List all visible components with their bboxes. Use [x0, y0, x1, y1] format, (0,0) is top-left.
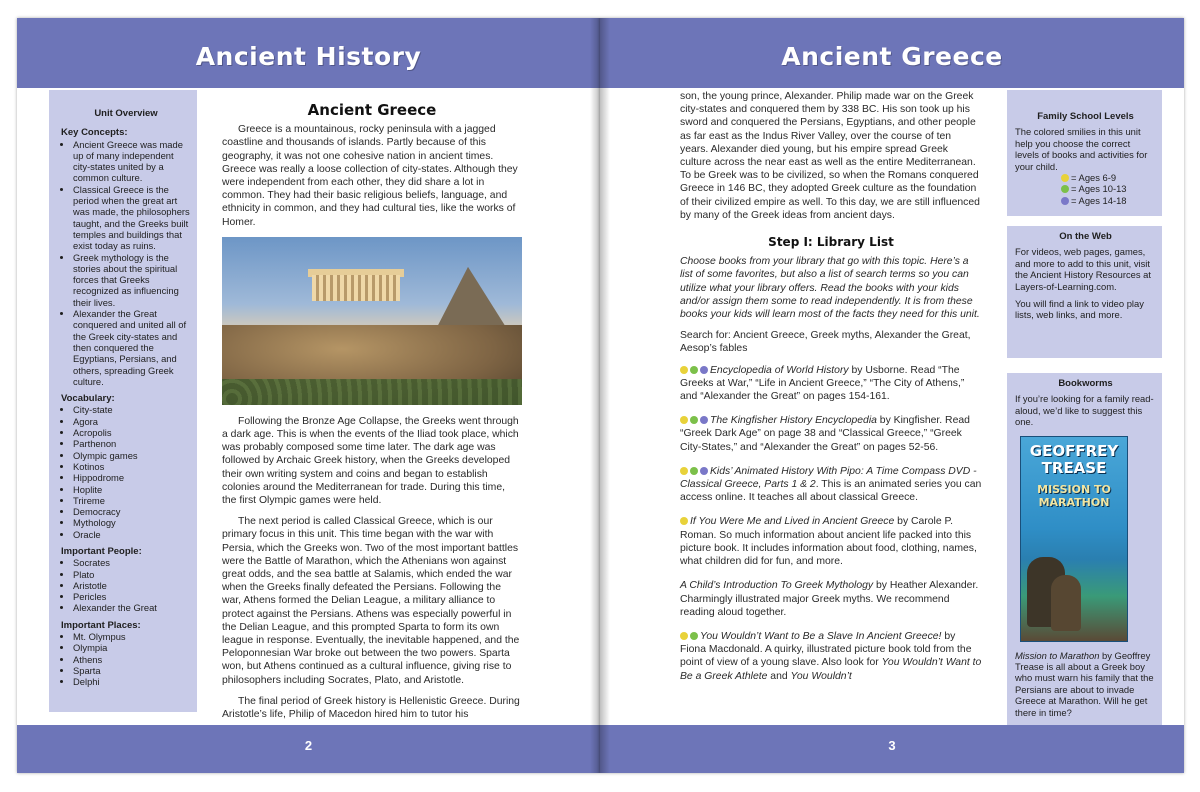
list-item: • Hoplite	[73, 484, 191, 495]
on-the-web-box	[1007, 226, 1162, 358]
article-title: Ancient Greece	[307, 101, 437, 119]
important-people-heading: Important People:	[61, 545, 142, 557]
search-terms: Search for: Ancient Greece, Greek myths, Alexander the Great, Aesop’s fables	[680, 330, 971, 355]
cover-figure-shape	[1051, 575, 1081, 631]
book-description: by Heather Alexander. Charmingly illustrated major Greek myths. We recommend reading aloud together.	[680, 580, 979, 618]
list-item: • Alexander the Great	[73, 602, 191, 613]
gutter-shadow	[590, 18, 600, 773]
web-box-text: You will find a link to video play lists, web links, and more.	[1015, 298, 1144, 321]
list-item: • Delphi	[73, 676, 191, 687]
list-item: • Classical Greece is the period when the great art was made, the philosophers taught, and the Greeks built temples and buildings that exist today as ruins.	[73, 184, 191, 252]
level-label: = Ages 14-18	[1071, 194, 1127, 206]
list-item: • Olympic games	[73, 450, 191, 461]
list-item: • Mt. Olympus	[73, 631, 191, 642]
list-item: • Mythology	[73, 517, 191, 528]
list-item: • Kotinos	[73, 461, 191, 472]
book-title: You Wouldn’t	[790, 670, 852, 682]
web-box-text: For videos, web pages, games, and more to add to this unit, visit the Ancient History Resources at Layers-of-Learning.com.	[1015, 246, 1152, 292]
family-box-text: The colored smilies in this unit help you choose the correct levels of books and activities for your child.	[1015, 126, 1148, 172]
right-header-title: Ancient Greece	[781, 41, 1003, 71]
right-footer-band	[600, 725, 1184, 773]
vocabulary-heading: Vocabulary:	[61, 393, 115, 405]
list-item: • Trireme	[73, 495, 191, 506]
green-dot-icon	[1061, 185, 1069, 193]
list-item: • Olympia	[73, 642, 191, 653]
list-item: • City-state	[73, 404, 191, 415]
right-page	[600, 18, 1184, 773]
step-title: Step I: Library List	[768, 235, 894, 250]
vocabulary-list	[61, 404, 191, 540]
book-entry	[680, 515, 982, 568]
article-paragraph: The final period of Greek history is Hellenistic Greece. During Aristotle’s life, Philip of Macedon hired him to tutor his	[222, 695, 520, 721]
unit-overview-sidebar	[49, 90, 197, 712]
list-item: • Greek mythology is the stories about the spiritual forces that Greeks recognized as influencing their lives.	[73, 252, 191, 308]
blue-dot-icon	[700, 416, 708, 424]
page-number: 2	[304, 737, 313, 753]
list-item: • Oracle	[73, 529, 191, 540]
article-paragraph: The next period is called Classical Greece, which is our primary focus in this unit. This time began with the war with Persia, which the Greeks won. Two of the most important battles were the Battle of Marathon, which the Athenians won against great odds, and the sea battle at Salamis, which ended the war when the Greeks finally defeated the Persians. Following the war, Athens formed the Delian League, a military alliance to protect against the Persians. Athens was especially powerful in the Delian League, and this prompted Sparta to form its own league in response. Eventually, the inevitable happened, and the Peloponnesian War broke out between the two powers. Sparta won, but Athens continued as a cultural influence, giving rise to philosophers including Socrates, Plato, and Aristotle.	[222, 516, 520, 686]
list-item: • Agora	[73, 416, 191, 427]
left-footer-band	[17, 725, 600, 773]
list-item: • Socrates	[73, 557, 191, 568]
yellow-dot-icon	[680, 517, 688, 525]
bookworms-description	[1015, 650, 1156, 718]
book-title: You Wouldn’t Want to Be a Greek Athlete	[680, 657, 982, 682]
bookworms-title: Bookworms	[1058, 378, 1113, 389]
important-people-list	[61, 557, 191, 613]
book-title: Encyclopedia of World History	[710, 364, 849, 376]
book-title: If You Were Me and Lived in Ancient Greece	[690, 516, 895, 528]
book-entry	[680, 414, 982, 454]
green-dot-icon	[690, 366, 698, 374]
list-item: • Alexander the Great conquered and united all of the Greek city-states and then conquered the Egyptians, Persians, and others, spreading Greek culture.	[73, 308, 191, 387]
book-title: A Child’s Introduction To Greek Mythology	[680, 580, 874, 592]
page-number: 3	[888, 737, 896, 753]
article-paragraph: Greece is a mountainous, rocky peninsula with a jagged coastline and thousands of islands. Partly because of this geography, it was not one cohesive nation in ancient times. Greece was really a loose collection of city-states. Although they were independent from each other, they did share a lot in common. They had their basic religious beliefs, language, and ethnicity in common, and they had cultural ties, like the works of Homer.	[222, 124, 518, 228]
bookworms-intro: If you’re looking for a family read-aloud, we’d like to suggest this one.	[1015, 393, 1154, 428]
list-item: • Sparta	[73, 665, 191, 676]
right-main-column	[680, 90, 982, 694]
bookworms-box	[1007, 373, 1162, 731]
cover-title: MISSION TO MARATHON	[1037, 482, 1111, 509]
blue-dot-icon	[700, 467, 708, 475]
book-description: and	[767, 670, 791, 682]
book-description: by Fiona Macdonald. A quirky, illustrated picture book told from the point of view of a young slave. Also look for	[680, 630, 972, 669]
blue-dot-icon	[700, 366, 708, 374]
acropolis-photo	[222, 237, 522, 405]
yellow-dot-icon	[680, 467, 688, 475]
book-title: The Kingfisher History Encyclopedia	[710, 415, 877, 427]
list-item: • Plato	[73, 569, 191, 580]
book-title: You Wouldn’t Want to Be a Slave In Ancient Greece!	[700, 630, 942, 642]
list-item: • Pericles	[73, 591, 191, 602]
book-entry	[680, 465, 982, 505]
list-item: • Acropolis	[73, 427, 191, 438]
list-item: • Democracy	[73, 506, 191, 517]
gutter-shadow	[600, 18, 610, 773]
trees-shape	[222, 379, 522, 405]
continued-paragraph: son, the young prince, Alexander. Philip made war on the Greek city-states and conquered them by 338 BC. His son took up his sword and conquered the Persians, Egyptians, and other people as far east as the Indus River Valley, over the course of ten years. Alexander died young, but his empire spread Greek culture across the near east as well as the entire Mediterranean. To be Greek was to be civilized, so when the Romans conquered Greece in 146 BC, they adopted Greek culture as the foundation of their civilized empire as well. To this day, we are still influenced by many of the Greek ideas from ancient days.	[680, 91, 980, 221]
level-row	[1015, 183, 1156, 194]
level-row	[1015, 172, 1156, 183]
book-description: by Geoffrey Trease is all about a Greek boy who must warn his family that the Persians are about to invade Greece at Marathon. Will he get there in time?	[1015, 649, 1154, 718]
book-description: by Usborne. Read “The Greeks at War,” “Life in Ancient Greece,” “The City of Athens,” and “Alexander the Great” on pages 154-161.	[680, 364, 965, 403]
key-concepts-heading: Key Concepts:	[61, 127, 128, 139]
web-box-title: On the Web	[1059, 231, 1112, 242]
family-school-levels-box	[1007, 90, 1162, 216]
book-description: by Kingfisher. Read “Greek Dark Age” on page 38 and “Classical Greece,” “Greek City-States,” and “Alexander the Great” on pages 52-56.	[680, 415, 970, 453]
book-entry	[680, 579, 982, 619]
right-header-band	[600, 18, 1184, 88]
green-dot-icon	[690, 416, 698, 424]
yellow-dot-icon	[1061, 174, 1069, 182]
blue-dot-icon	[1061, 197, 1069, 205]
level-row	[1015, 195, 1156, 206]
left-header-title: Ancient History	[195, 41, 422, 71]
yellow-dot-icon	[680, 632, 688, 640]
key-concepts-list	[61, 139, 191, 388]
book-title: Kids’ Animated History With Pipo: A Time Compass DVD - Classical Greece, Parts 1 & 2	[680, 465, 977, 491]
article-paragraph: Following the Bronze Age Collapse, the Greeks went through a dark age. This is when the events of the Iliad took place, which was probably composed some time later. The dark age was followed by Archaic Greek history, when the Greeks developed their own writing system and coins and began to establish colonies around the Mediterranean for trade. During this time, the first Olympic games were held.	[222, 415, 519, 507]
list-item: • Parthenon	[73, 438, 191, 449]
list-item: • Ancient Greece was made up of many independent city-states united by a common culture.	[73, 139, 191, 184]
family-box-title: Family School Levels	[1037, 111, 1134, 122]
book-description: . This is an animated series you can access online. It teaches all about classical Greece.	[680, 479, 982, 504]
list-item: • Athens	[73, 654, 191, 665]
left-page	[17, 18, 600, 773]
green-dot-icon	[690, 632, 698, 640]
article-column	[222, 101, 522, 729]
important-places-list	[61, 631, 191, 687]
book-cover-image	[1020, 436, 1128, 642]
sidebar-title: Unit Overview	[94, 108, 158, 119]
parthenon-shape	[312, 275, 400, 301]
green-dot-icon	[690, 467, 698, 475]
cover-author: GEOFFREY TREASE	[1029, 441, 1119, 477]
yellow-dot-icon	[680, 416, 688, 424]
list-item: • Aristotle	[73, 580, 191, 591]
book-entry	[680, 630, 982, 683]
level-label: = Ages 10-13	[1071, 183, 1127, 195]
important-places-heading: Important Places:	[61, 619, 141, 631]
list-item: • Hippodrome	[73, 472, 191, 483]
level-label: = Ages 6-9	[1071, 172, 1117, 184]
yellow-dot-icon	[680, 366, 688, 374]
book-entry	[680, 364, 982, 404]
step-intro: Choose books from your library that go with this topic. Here’s a list of some favorites, but also a list of search terms so you can utilize what your library offers. Read the books with your kids and/or assign them some to read independently. It is from these books your kids will learn most of the facts they need for this unit.	[680, 256, 980, 321]
book-description: by Carole P. Roman. So much information about ancient life packed into this picture book. It includes information about food, clothing, names, what children did for fun, and more.	[680, 516, 977, 568]
book-title: Mission to Marathon	[1015, 649, 1100, 661]
left-header-band	[17, 18, 600, 88]
